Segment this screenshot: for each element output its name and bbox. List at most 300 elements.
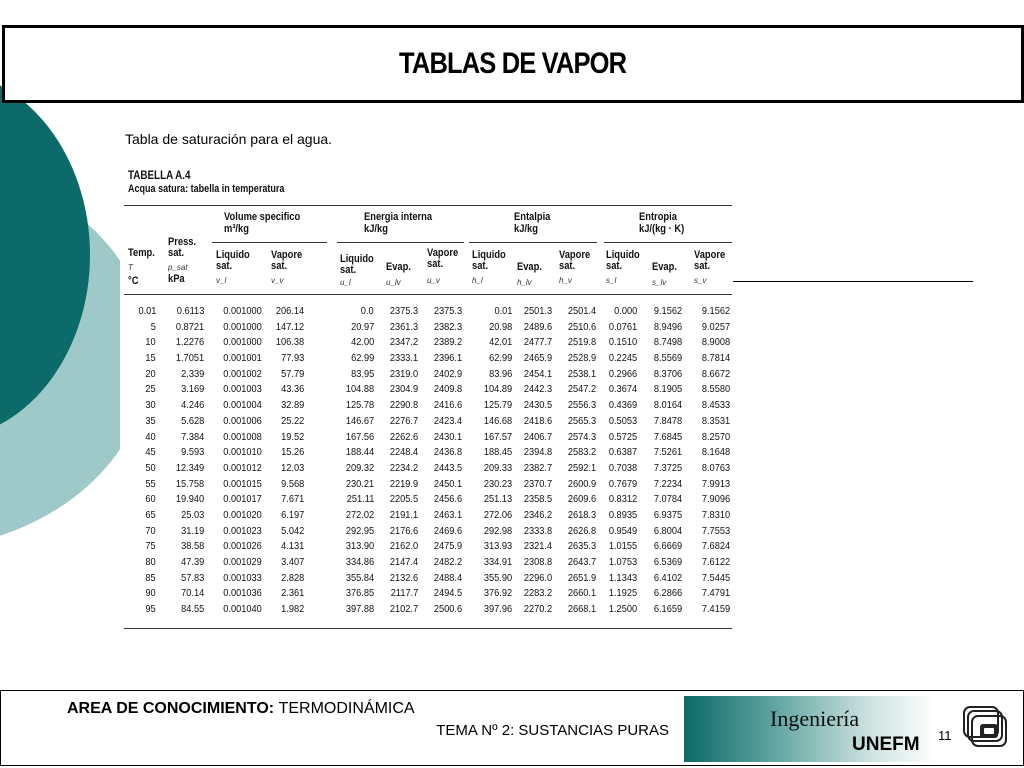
cell-ulv: 2290.8	[389, 399, 418, 412]
cell-uv: 2402.9	[433, 367, 462, 380]
cell-hl: 125.79	[483, 399, 512, 412]
cell-hv: 2609.6	[567, 493, 596, 506]
cell-hv: 2519.8	[567, 336, 596, 349]
cell-ul: 104.88	[345, 383, 374, 396]
cell-ulv: 2176.6	[389, 524, 418, 537]
col-ulv-sym: u_lv	[386, 278, 401, 287]
cell-press: 1.2276	[175, 336, 204, 349]
table-row	[124, 461, 736, 477]
cell-press: 57.83	[180, 571, 204, 584]
cell-hv: 2565.3	[567, 414, 596, 427]
cell-ulv: 2205.5	[389, 493, 418, 506]
cell-press: 84.55	[180, 603, 204, 616]
cell-hlv: 2382.7	[523, 461, 552, 474]
cell-sv: 8.4533	[701, 399, 730, 412]
cell-sl: 0.4369	[608, 399, 637, 412]
cell-hlv: 2308.8	[523, 556, 552, 568]
table-row	[124, 351, 736, 367]
cell-hlv: 2454.1	[523, 367, 552, 380]
cell-hl: 83.96	[488, 367, 512, 380]
cell-uv: 2430.1	[433, 430, 462, 443]
cell-hv: 2635.3	[567, 540, 596, 553]
cell-ul: 230.21	[345, 477, 374, 490]
cell-ulv: 2262.6	[389, 430, 418, 443]
cell-temp: 85	[145, 571, 156, 584]
cell-temp: 45	[145, 446, 156, 459]
cell-press: 19.940	[175, 493, 204, 506]
cell-press: 12.349	[175, 461, 204, 474]
cell-vl: 0.001001	[223, 352, 262, 365]
table-row	[124, 555, 736, 571]
footer-area	[67, 700, 415, 718]
cell-temp: 70	[145, 524, 156, 537]
cell-sv: 7.6122	[701, 556, 730, 568]
cell-hl: 292.98	[483, 524, 512, 537]
cell-temp: 10	[145, 336, 156, 349]
cell-hl: 104.89	[483, 383, 512, 396]
cell-sl: 1.1343	[608, 571, 637, 584]
cell-hv: 2547.2	[567, 383, 596, 396]
cell-slv: 6.1659	[653, 603, 682, 616]
cell-hlv: 2430.5	[523, 399, 552, 412]
cell-sv: 8.3531	[701, 414, 730, 427]
cell-sv: 7.9913	[701, 477, 730, 490]
cell-press: 0.6113	[176, 305, 204, 317]
cell-temp: 5	[150, 320, 156, 333]
cell-vv: 43.36	[280, 383, 304, 396]
cell-ul: 376.85	[345, 587, 374, 600]
cell-slv: 7.8478	[653, 414, 682, 427]
cell-ulv: 2102.7	[389, 603, 418, 616]
cell-slv: 8.7498	[653, 336, 682, 349]
cell-slv: 6.2866	[653, 587, 682, 600]
cell-uv: 2382.3	[433, 320, 462, 333]
cell-slv: 9.1562	[653, 305, 682, 317]
cell-press: 31.19	[180, 524, 204, 537]
cell-slv: 8.0164	[653, 399, 682, 412]
cell-ul: 251.11	[346, 493, 374, 506]
cell-hv: 2556.3	[567, 399, 596, 412]
cell-hl: 397.96	[483, 603, 512, 616]
cell-hv: 2510.6	[567, 320, 596, 333]
cell-sv: 8.9008	[701, 336, 730, 349]
cell-hv: 2583.2	[567, 446, 596, 459]
cell-ulv: 2248.4	[389, 446, 418, 459]
cell-vl: 0.001036	[223, 587, 262, 600]
cell-sl: 0.5053	[608, 414, 637, 427]
cell-slv: 7.6845	[653, 430, 682, 443]
cell-sv: 7.8310	[701, 508, 730, 521]
cell-sl: 0.8312	[608, 493, 637, 506]
table-row	[124, 539, 736, 555]
table-row	[124, 445, 736, 461]
table-row	[124, 398, 736, 414]
cell-uv: 2436.8	[433, 446, 462, 459]
cell-slv: 8.5569	[653, 352, 682, 365]
cell-sl: 0.8935	[608, 508, 637, 521]
col-vl: Liquido sat.	[216, 249, 250, 272]
cell-hlv: 2465.9	[523, 352, 552, 365]
col-hv: Vapore sat.	[559, 249, 591, 272]
cell-vl: 0.001026	[223, 540, 262, 553]
slide-subtitle: Tabla de saturación para el agua.	[125, 131, 333, 147]
logo-text-ingenieria: Ingeniería	[770, 706, 860, 731]
cell-sv: 7.9096	[701, 493, 730, 506]
table-row	[124, 524, 736, 540]
cell-press: 9.593	[180, 446, 204, 459]
col-hv-sym: h_v	[559, 276, 572, 285]
cell-sv: 9.1562	[701, 305, 730, 317]
cell-hv: 2668.1	[567, 603, 596, 616]
cell-hl: 376.92	[483, 587, 512, 600]
cell-vv: 32.89	[280, 399, 304, 412]
col-press-sym: p_sat	[168, 263, 188, 272]
cell-vl: 0.001015	[223, 477, 262, 490]
cell-ulv: 2347.2	[389, 336, 418, 349]
cell-vv: 25.22	[280, 414, 304, 427]
cell-press: 5.628	[180, 414, 204, 427]
cell-uv: 2375.3	[433, 305, 462, 317]
col-vv: Vapore sat.	[271, 249, 303, 272]
cell-ul: 272.02	[345, 508, 374, 521]
cell-hv: 2592.1	[567, 461, 596, 474]
cell-uv: 2488.4	[433, 571, 462, 584]
table-row	[124, 320, 736, 336]
cell-press: 3.169	[180, 383, 204, 396]
cell-vv: 7.671	[280, 493, 304, 506]
cell-press: 70.14	[180, 587, 204, 600]
col-press-unit: kPa	[168, 273, 185, 285]
cell-slv: 7.3725	[653, 461, 682, 474]
cell-temp: 15	[145, 352, 156, 365]
cell-press: 1.7051	[175, 352, 204, 365]
table-caption: TABELLA A.4	[128, 168, 191, 182]
cell-vv: 206.14	[275, 305, 304, 317]
cell-hlv: 2477.7	[523, 336, 552, 349]
cell-press: 38.58	[180, 540, 204, 553]
cell-press: 47.39	[180, 556, 204, 568]
cell-temp: 75	[145, 540, 156, 553]
col-ulv: Evap.	[386, 261, 411, 273]
cell-hl: 188.45	[483, 446, 512, 459]
col-temp-sym: T	[128, 263, 133, 272]
cell-press: 15.758	[175, 477, 204, 490]
table-row	[124, 367, 736, 383]
cell-sl: 1.1925	[608, 587, 637, 600]
cell-vv: 5.042	[280, 524, 304, 537]
group-entropy: Entropia kJ/(kg · K)	[639, 211, 685, 235]
table-bottom-rule	[124, 628, 732, 629]
cell-hl: 313.93	[483, 540, 512, 553]
table-top-rule	[124, 205, 732, 206]
cell-ulv: 2132.6	[389, 571, 418, 584]
group-volume: Volume specifico m³/kg	[224, 211, 301, 235]
cell-temp: 35	[145, 414, 156, 427]
col-hl-sym: h_l	[472, 276, 483, 285]
col-press: Press. sat.	[168, 236, 197, 259]
cell-sv: 8.5580	[701, 383, 730, 396]
page-title: TABLAS DE VAPOR	[399, 47, 627, 80]
cell-hl: 272.06	[483, 508, 512, 521]
cell-hlv: 2394.8	[523, 446, 552, 459]
cell-ul: 146.67	[345, 414, 374, 427]
cell-uv: 2494.5	[433, 587, 462, 600]
cell-vl: 0.001010	[223, 446, 262, 459]
cell-vv: 2.361	[280, 587, 304, 600]
cell-hv: 2651.9	[567, 571, 596, 584]
cell-hl: 0.01	[494, 305, 512, 317]
area-label: AREA DE CONOCIMIENTO:	[67, 700, 275, 717]
cell-hlv: 2346.2	[523, 508, 552, 521]
col-slv: Evap.	[652, 261, 677, 273]
cell-hv: 2574.3	[567, 430, 596, 443]
cell-sl: 0.0761	[608, 320, 637, 333]
cell-ul: 397.88	[345, 603, 374, 616]
cell-sv: 7.7553	[701, 524, 730, 537]
cell-hv: 2600.9	[567, 477, 596, 490]
cell-ulv: 2234.2	[389, 461, 418, 474]
cell-temp: 50	[145, 461, 156, 474]
cell-temp: 25	[145, 383, 156, 396]
cell-ulv: 2191.1	[389, 508, 418, 521]
cell-ul: 355.84	[345, 571, 374, 584]
cell-vl: 0.001003	[223, 383, 262, 396]
cell-hl: 146.68	[483, 414, 512, 427]
cell-hlv: 2333.8	[523, 524, 552, 537]
cell-sl: 0.6387	[608, 446, 637, 459]
cell-uv: 2409.8	[433, 383, 462, 396]
cell-hlv: 2442.3	[523, 383, 552, 396]
cell-temp: 80	[145, 556, 156, 568]
cell-ulv: 2319.0	[389, 367, 418, 380]
col-hlv: Evap.	[517, 261, 542, 273]
cell-ul: 20.97	[350, 320, 374, 333]
cell-temp: 20	[145, 367, 156, 380]
cell-ul: 167.56	[345, 430, 374, 443]
cell-sl: 0.1510	[608, 336, 637, 349]
cell-sl: 0.7038	[608, 461, 637, 474]
cell-sl: 0.9549	[608, 524, 637, 537]
cell-sv: 9.0257	[701, 320, 730, 333]
cell-slv: 6.8004	[653, 524, 682, 537]
cell-hv: 2618.3	[567, 508, 596, 521]
steam-table	[124, 168, 736, 630]
cell-temp: 30	[145, 399, 156, 412]
cell-ul: 42.00	[350, 336, 374, 349]
cell-ul: 0.0	[361, 305, 374, 317]
cell-vv: 57.79	[280, 367, 304, 380]
cell-temp: 0.01	[138, 305, 156, 317]
cell-hv: 2528.9	[567, 352, 596, 365]
cell-vv: 3.407	[280, 556, 304, 568]
cell-hlv: 2501.3	[523, 305, 552, 317]
cell-vl: 0.001040	[223, 603, 262, 616]
cell-ul: 334.86	[345, 556, 374, 568]
cell-temp: 65	[145, 508, 156, 521]
group-rule-volume	[212, 242, 327, 243]
cell-vl: 0.001004	[223, 399, 262, 412]
cell-sv: 7.6824	[701, 540, 730, 553]
cell-sl: 0.2966	[608, 367, 637, 380]
cell-sl: 1.0753	[608, 556, 637, 568]
cell-ul: 62.99	[350, 352, 374, 365]
cell-ul: 292.95	[345, 524, 374, 537]
col-temp: Temp.	[128, 247, 155, 259]
cell-vl: 0.001029	[223, 556, 262, 568]
cell-hlv: 2406.7	[523, 430, 552, 443]
cell-temp: 90	[145, 587, 156, 600]
cell-press: 2.339	[180, 367, 204, 380]
cell-uv: 2500.6	[433, 603, 462, 616]
cell-uv: 2396.1	[433, 352, 462, 365]
cell-sv: 7.4791	[701, 587, 730, 600]
cell-slv: 8.1905	[653, 383, 682, 396]
table-row	[124, 430, 736, 446]
cell-vv: 106.38	[275, 336, 304, 349]
title-box	[2, 25, 1024, 103]
table-header-rule	[124, 294, 732, 295]
group-rule-energy	[337, 242, 464, 243]
group-enthalpy: Entalpia kJ/kg	[514, 211, 551, 235]
cell-vl: 0.001023	[223, 524, 262, 537]
col-vv-sym: v_v	[271, 276, 284, 285]
cell-sl: 0.3674	[608, 383, 637, 396]
cell-ulv: 2333.1	[389, 352, 418, 365]
cell-ulv: 2375.3	[389, 305, 418, 317]
cell-ul: 125.78	[345, 399, 374, 412]
cell-vl: 0.001008	[223, 430, 262, 443]
footer-tema: TEMA Nº 2: SUSTANCIAS PURAS	[436, 722, 669, 739]
cell-vl: 0.001020	[223, 508, 262, 521]
group-rule-enthalpy	[469, 242, 597, 243]
cell-vv: 15.26	[280, 446, 304, 459]
cell-ulv: 2117.7	[390, 587, 418, 600]
cell-temp: 40	[145, 430, 156, 443]
cell-hl: 209.33	[483, 461, 512, 474]
cell-vv: 147.12	[275, 320, 304, 333]
cell-hl: 251.13	[483, 493, 512, 506]
col-ul: Liquido sat.	[340, 253, 374, 276]
logo-banner	[684, 696, 936, 762]
cell-press: 0.8721	[175, 320, 204, 333]
cell-hv: 2501.4	[567, 305, 596, 317]
cell-hlv: 2283.2	[523, 587, 552, 600]
col-uv-sym: u_v	[427, 276, 440, 285]
cell-ulv: 2147.4	[389, 556, 418, 568]
page-number: 11	[938, 728, 952, 743]
cell-hv: 2538.1	[567, 367, 596, 380]
col-hl: Liquido sat.	[472, 249, 506, 272]
cell-hv: 2643.7	[567, 556, 596, 568]
cell-uv: 2443.5	[433, 461, 462, 474]
cell-slv: 6.6669	[653, 540, 682, 553]
cell-vv: 6.197	[280, 508, 304, 521]
cell-vl: 0.001000	[223, 320, 262, 333]
unefm-emblem-icon	[962, 704, 1010, 754]
cell-temp: 95	[145, 603, 156, 616]
cell-hlv: 2418.6	[523, 414, 552, 427]
cell-uv: 2456.6	[433, 493, 462, 506]
cell-slv: 8.9496	[653, 320, 682, 333]
cell-hl: 167.57	[483, 430, 512, 443]
cell-sv: 7.5445	[701, 571, 730, 584]
cell-slv: 6.4102	[653, 571, 682, 584]
cell-vv: 19.52	[280, 430, 304, 443]
cell-ulv: 2276.7	[389, 414, 418, 427]
cell-sv: 7.4159	[701, 603, 730, 616]
cell-ulv: 2219.9	[389, 477, 418, 490]
cell-slv: 6.9375	[653, 508, 682, 521]
cell-vl: 0.001017	[223, 493, 262, 506]
cell-vv: 4.131	[280, 540, 304, 553]
cell-vv: 12.03	[280, 461, 304, 474]
cell-ul: 209.32	[345, 461, 374, 474]
cell-sv: 8.1648	[701, 446, 730, 459]
cell-hl: 355.90	[483, 571, 512, 584]
cell-vv: 1.982	[280, 603, 304, 616]
table-row	[124, 382, 736, 398]
cell-hl: 230.23	[483, 477, 512, 490]
cell-hlv: 2270.2	[523, 603, 552, 616]
table-row	[124, 477, 736, 493]
table-row	[124, 335, 736, 351]
table-subcaption: Acqua satura: tabella in temperatura	[128, 183, 285, 195]
col-vl-sym: v_l	[216, 276, 227, 285]
cell-hv: 2660.1	[567, 587, 596, 600]
cell-temp: 60	[145, 493, 156, 506]
cell-sl: 1.2500	[608, 603, 637, 616]
col-sl-sym: s_l	[606, 276, 617, 285]
table-row	[124, 304, 736, 320]
cell-press: 4.246	[180, 399, 204, 412]
col-uv: Vapore sat.	[427, 247, 459, 270]
cell-temp: 55	[145, 477, 156, 490]
cell-vl: 0.001002	[223, 367, 262, 380]
cell-hlv: 2489.6	[523, 320, 552, 333]
cell-vl: 0.001000	[223, 336, 262, 349]
cell-ulv: 2304.9	[389, 383, 418, 396]
group-rule-entropy	[604, 242, 732, 243]
logo-text-unefm: UNEFM	[852, 734, 920, 755]
cell-vl: 0.001012	[223, 461, 262, 474]
cell-hl: 62.99	[488, 352, 512, 365]
cell-uv: 2463.1	[433, 508, 462, 521]
cell-slv: 7.0784	[653, 493, 682, 506]
cell-uv: 2416.6	[433, 399, 462, 412]
table-row	[124, 586, 736, 602]
cell-hlv: 2321.4	[523, 540, 552, 553]
cell-slv: 8.3706	[653, 367, 682, 380]
cell-vv: 77.93	[280, 352, 304, 365]
cell-uv: 2469.6	[433, 524, 462, 537]
cell-ulv: 2162.0	[389, 540, 418, 553]
cell-vl: 0.001000	[223, 305, 262, 317]
cell-ul: 83.95	[350, 367, 374, 380]
cell-uv: 2423.4	[433, 414, 462, 427]
cell-vv: 9.568	[280, 477, 304, 490]
table-row	[124, 602, 736, 618]
cell-slv: 7.2234	[653, 477, 682, 490]
cell-sv: 8.6672	[701, 367, 730, 380]
cell-uv: 2482.2	[433, 556, 462, 568]
table-body	[124, 304, 736, 618]
cell-sl: 0.5725	[608, 430, 637, 443]
cell-uv: 2389.2	[433, 336, 462, 349]
cell-ul: 188.44	[345, 446, 374, 459]
cell-sv: 8.2570	[701, 430, 730, 443]
col-sv-sym: s_v	[694, 276, 707, 285]
group-energy: Energia interna kJ/kg	[364, 211, 433, 235]
